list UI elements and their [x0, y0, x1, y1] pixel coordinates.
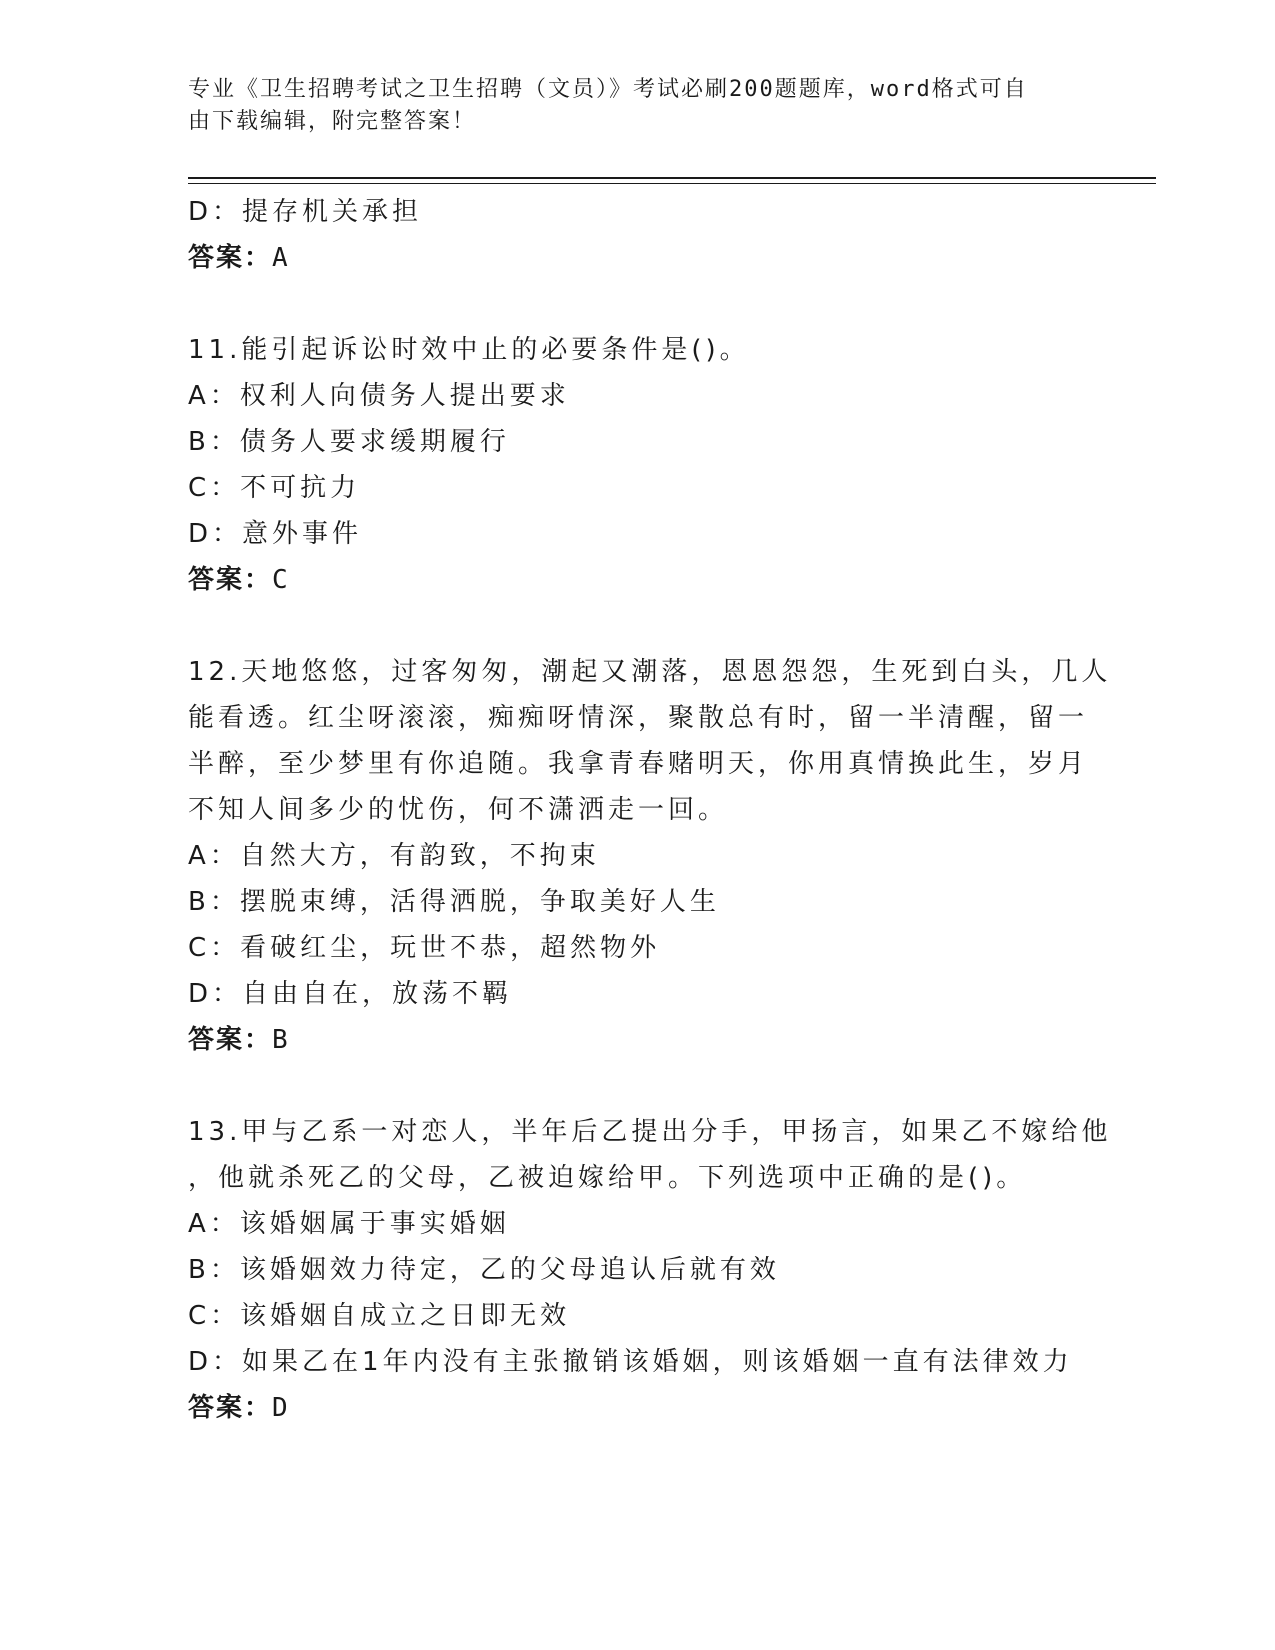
stem-line: 13.甲与乙系一对恋人，半年后乙提出分手，甲扬言，如果乙不嫁给他: [188, 1117, 1112, 1147]
option-d: D：自由自在，放荡不羁: [188, 979, 513, 1009]
option-d: D：如果乙在1年内没有主张撤销该婚姻，则该婚姻一直有法律效力: [188, 1347, 1073, 1377]
stem-line: 能看透。红尘呀滚滚，痴痴呀情深，聚散总有时，留一半清醒，留一: [188, 703, 1089, 733]
header-divider-thick: [188, 177, 1156, 179]
question-10-tail: [188, 189, 1088, 281]
option-a: A：权利人向债务人提出要求: [188, 381, 570, 411]
option-c: C：看破红尘，玩世不恭，超然物外: [188, 933, 661, 963]
answer-value: B: [272, 1025, 290, 1055]
option-a: A：自然大方，有韵致，不拘束: [188, 841, 600, 871]
question-12: [188, 649, 1112, 1063]
question-stem: [188, 649, 1112, 833]
option-c: C：该婚姻自成立之日即无效: [188, 1301, 571, 1331]
stem-line: 半醉，至少梦里有你追随。我拿青春赌明天，你用真情换此生，岁月: [188, 749, 1089, 779]
stem-line: ，他就杀死乙的父母，乙被迫嫁给甲。下列选项中正确的是()。: [188, 1163, 1027, 1193]
answer-label: 答案：: [188, 565, 273, 595]
spacer: [188, 603, 1088, 649]
option-a: A：该婚姻属于事实婚姻: [188, 1209, 510, 1239]
spacer: [188, 1063, 1088, 1109]
question-stem: [188, 1109, 1112, 1201]
answer-value: C: [272, 565, 290, 595]
option-b: B：摆脱束缚，活得洒脱，争取美好人生: [188, 887, 720, 917]
stem-line: 12.天地悠悠，过客匆匆，潮起又潮落，恩恩怨怨，生死到白头，几人: [188, 657, 1112, 687]
option-c: C：不可抗力: [188, 473, 361, 503]
question-stem: 11.能引起诉讼时效中止的必要条件是()。: [188, 335, 750, 365]
option-d: D：意外事件: [188, 519, 363, 549]
answer-line: [188, 1017, 1088, 1063]
question-11: [188, 327, 1088, 603]
question-list: [188, 189, 1112, 1431]
answer-line: [188, 1385, 1088, 1431]
option-d: D：提存机关承担: [188, 197, 423, 227]
header-line-2: 由下载编辑，附完整答案！: [188, 109, 477, 134]
option-b: B：债务人要求缓期履行: [188, 427, 510, 457]
answer-label: 答案：: [188, 1393, 273, 1423]
header-line-1: 专业《卫生招聘考试之卫生招聘（文员）》考试必刷200题题库，word格式可自: [188, 77, 1028, 102]
option-b: B：该婚姻效力待定，乙的父母追认后就有效: [188, 1255, 780, 1285]
header-divider-thin: [188, 183, 1156, 184]
answer-line: [188, 235, 1088, 281]
answer-line: [188, 557, 1088, 603]
answer-label: 答案：: [188, 1025, 273, 1055]
answer-label: 答案：: [188, 243, 273, 273]
answer-value: A: [272, 243, 290, 273]
spacer: [188, 281, 1088, 327]
answer-value: D: [272, 1393, 290, 1423]
question-13: [188, 1109, 1112, 1431]
document-header: [188, 74, 1088, 138]
stem-line: 不知人间多少的忧伤，何不潇洒走一回。: [188, 795, 729, 825]
